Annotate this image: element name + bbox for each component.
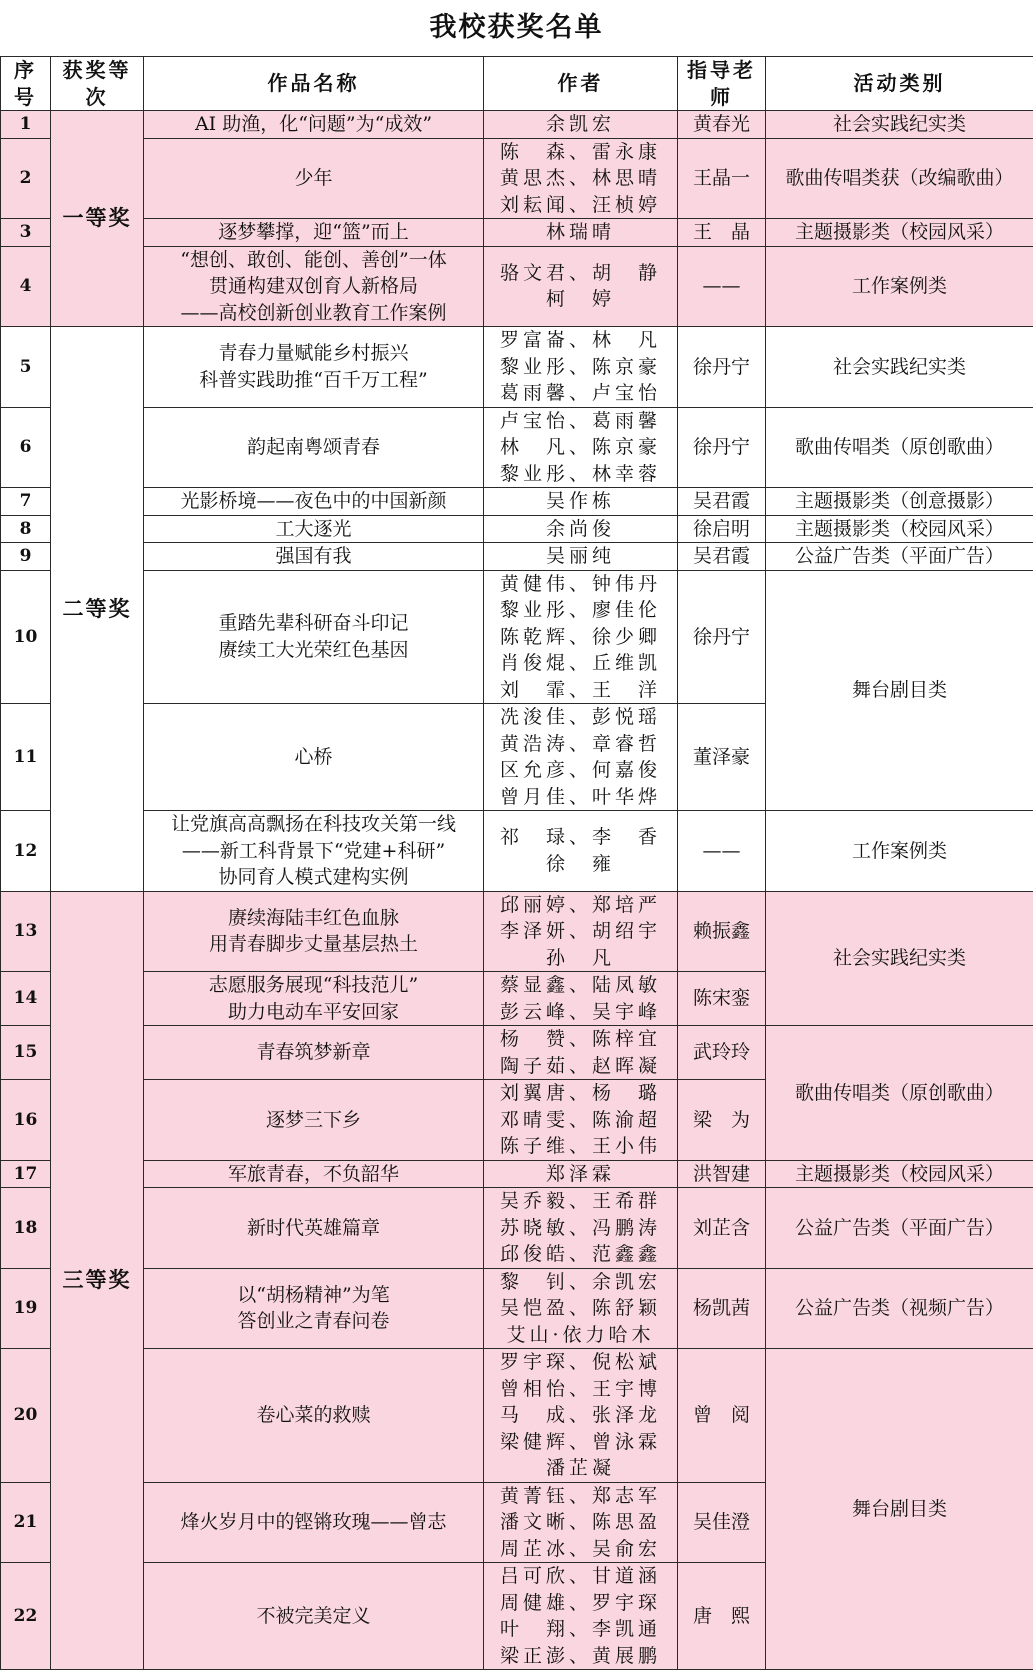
- teacher-cell: 黄春光: [678, 111, 766, 139]
- author-cell: [484, 515, 678, 543]
- author-cell: [484, 570, 678, 704]
- author-line: 柯 婷: [545, 288, 615, 311]
- work-name-cell: [144, 1349, 484, 1483]
- author-line: 吴恺盈、陈舒颖: [499, 1297, 661, 1319]
- work-name-line: 志愿服务展现“科技范儿”: [208, 974, 419, 996]
- category-cell: 主题摄影类（校园风采）: [766, 219, 1033, 247]
- author-line: 黎业彤、陈京豪: [499, 355, 661, 378]
- row-number: 8: [1, 515, 51, 543]
- row-number: 9: [1, 543, 51, 571]
- author-cell: [484, 704, 678, 811]
- category-cell: 舞台剧目类: [766, 570, 1033, 811]
- header-category: 活动类别: [766, 57, 1033, 111]
- work-name-line: 逐梦三下乡: [265, 1108, 361, 1131]
- teacher-cell: 武玲玲: [678, 1026, 766, 1080]
- author-line: 邓晴雯、陈渝超: [499, 1108, 661, 1131]
- row-number: 14: [1, 972, 51, 1026]
- work-name-cell: [144, 488, 484, 516]
- author-line: 徐 雍: [545, 852, 615, 875]
- teacher-cell: 陈宋銮: [678, 972, 766, 1026]
- table-row: [1, 219, 1033, 247]
- category-cell: 主题摄影类（创意摄影）: [766, 488, 1033, 516]
- category-cell: 社会实践纪实类: [766, 891, 1033, 1026]
- author-cell: [484, 1563, 678, 1670]
- author-line: 葛雨馨、卢宝怡: [499, 382, 661, 404]
- category-cell: 社会实践纪实类: [766, 111, 1033, 139]
- teacher-cell: 刘芷含: [678, 1188, 766, 1269]
- table-row: [1, 1188, 1033, 1269]
- category-cell: 歌曲传唱类（原创歌曲）: [766, 407, 1033, 488]
- author-line: 林 凡、陈京豪: [499, 436, 661, 458]
- author-line: 周健雄、罗宇琛: [499, 1591, 661, 1614]
- work-name-cell: [144, 704, 484, 811]
- work-name-line: ——新工科背景下“党建+科研”: [181, 839, 446, 862]
- work-name-cell: [144, 1563, 484, 1670]
- row-number: 16: [1, 1080, 51, 1161]
- author-cell: [484, 407, 678, 488]
- table-row: [1, 111, 1033, 139]
- work-name-cell: [144, 1160, 484, 1188]
- work-name-cell: [144, 246, 484, 327]
- work-name-cell: [144, 570, 484, 704]
- work-name-line: ——高校创新创业教育工作案例: [180, 301, 447, 324]
- work-name-line: 工大逐光: [275, 517, 352, 540]
- work-name-line: 青春筑梦新章: [256, 1041, 371, 1064]
- category-cell: 社会实践纪实类: [766, 327, 1033, 408]
- row-number: 20: [1, 1349, 51, 1483]
- author-line: 黄健伟、钟伟丹: [499, 572, 661, 595]
- author-cell: [484, 1482, 678, 1563]
- author-cell: [484, 1160, 678, 1188]
- author-line: 马 成、张泽龙: [499, 1404, 661, 1426]
- award-level-first: 一等奖: [51, 111, 144, 327]
- work-name-line: 心桥: [294, 745, 333, 768]
- row-number: 2: [1, 138, 51, 219]
- author-cell: [484, 111, 678, 139]
- author-line: 吴作栋: [545, 490, 615, 512]
- author-cell: [484, 543, 678, 571]
- row-number: 12: [1, 811, 51, 892]
- page-title: 我校获奖名单: [429, 12, 604, 43]
- row-number: 13: [1, 891, 51, 972]
- work-name-line: 赓续工大光荣红色基因: [218, 638, 409, 661]
- table-row: [1, 1268, 1033, 1349]
- row-number: 4: [1, 246, 51, 327]
- work-name-cell: [144, 811, 484, 892]
- table-row: [1, 1160, 1033, 1188]
- work-name-line: “想创、敢创、能创、善创”一体: [180, 248, 447, 271]
- header-author: 作者: [484, 57, 678, 111]
- author-line: 余尚俊: [545, 517, 615, 540]
- work-name-line: 重踏先辈科研奋斗印记: [218, 612, 409, 635]
- work-name-cell: [144, 972, 484, 1026]
- category-cell: 歌曲传唱类获（改编歌曲）: [766, 138, 1033, 219]
- work-name-cell: [144, 407, 484, 488]
- row-number: 7: [1, 488, 51, 516]
- teacher-cell: 唐 熙: [678, 1563, 766, 1670]
- work-name-line: 少年: [294, 167, 333, 189]
- author-line: 陶子茹、赵晖凝: [499, 1054, 661, 1077]
- author-line: 区允彦、何嘉俊: [499, 759, 661, 781]
- author-cell: [484, 972, 678, 1026]
- work-name-cell: [144, 138, 484, 219]
- work-name-line: 韵起南粤颂青春: [246, 436, 380, 458]
- row-number: 6: [1, 407, 51, 488]
- work-name-line: 以“胡杨精神”为笔: [237, 1283, 390, 1306]
- table-row: [1, 1026, 1033, 1080]
- work-name-line: 逐梦攀撑，迎“篮”而上: [218, 221, 409, 243]
- author-line: 苏晓敏、冯鹏涛: [499, 1216, 661, 1239]
- author-line: 黎业彤、林幸蓉: [499, 462, 661, 485]
- teacher-cell: 洪智建: [678, 1160, 766, 1188]
- work-name-cell: [144, 515, 484, 543]
- teacher-cell: ——: [678, 811, 766, 892]
- author-line: 黄菁钰、郑志军: [499, 1484, 661, 1507]
- work-name-line: 科普实践助推“百千万工程”: [199, 368, 428, 391]
- author-line: 蔡显鑫、陆凤敏: [499, 974, 661, 996]
- table-row: [1, 515, 1033, 543]
- author-line: 冼浚佳、彭悦瑶: [499, 706, 661, 728]
- author-line: 吴丽纯: [545, 545, 615, 567]
- work-name-cell: [144, 891, 484, 972]
- category-cell: 公益广告类（视频广告）: [766, 1268, 1033, 1349]
- table-row: [1, 246, 1033, 327]
- author-line: 潘芷凝: [545, 1457, 615, 1479]
- category-cell: 主题摄影类（校园风采）: [766, 515, 1033, 543]
- work-name-cell: [144, 1026, 484, 1080]
- author-line: 黄浩涛、章睿哲: [499, 732, 661, 755]
- author-line: 罗富崙、林 凡: [499, 329, 661, 351]
- teacher-cell: 徐丹宁: [678, 407, 766, 488]
- category-cell: 主题摄影类（校园风采）: [766, 1160, 1033, 1188]
- teacher-cell: 杨凯茜: [678, 1268, 766, 1349]
- row-number: 22: [1, 1563, 51, 1670]
- author-line: 梁正澎、黄展鹏: [499, 1644, 661, 1667]
- author-line: 曾月佳、叶华烨: [499, 785, 661, 808]
- author-line: 潘文晰、陈思盈: [499, 1511, 661, 1533]
- author-line: 陈子维、王小伟: [499, 1135, 661, 1157]
- work-name-line: 强国有我: [275, 545, 352, 567]
- author-line: 彭云峰、吴宇峰: [499, 1000, 661, 1023]
- work-name-cell: [144, 219, 484, 247]
- category-cell: 公益广告类（平面广告）: [766, 1188, 1033, 1269]
- work-name-cell: [144, 111, 484, 139]
- author-cell: [484, 219, 678, 247]
- teacher-cell: 徐丹宁: [678, 327, 766, 408]
- table-row: [1, 327, 1033, 408]
- work-name-line: 烽火岁月中的铿锵玫瑰——曾志: [180, 1511, 447, 1533]
- work-name-line: 助力电动车平安回家: [227, 1000, 399, 1023]
- author-line: 余凯宏: [545, 113, 615, 135]
- header-no: 序号: [1, 57, 51, 111]
- teacher-cell: 梁 为: [678, 1080, 766, 1161]
- teacher-cell: 王 晶: [678, 219, 766, 247]
- work-name-line: 青春力量赋能乡村振兴: [218, 342, 409, 365]
- header-award: 获奖等次: [51, 57, 144, 111]
- author-line: 孙 凡: [545, 946, 615, 969]
- author-cell: [484, 891, 678, 972]
- category-cell: 歌曲传唱类（原创歌曲）: [766, 1026, 1033, 1161]
- row-number: 3: [1, 219, 51, 247]
- table-row: [1, 570, 1033, 704]
- category-cell: 舞台剧目类: [766, 1349, 1033, 1670]
- author-line: 叶 翔、李凯通: [499, 1618, 661, 1640]
- teacher-cell: 徐启明: [678, 515, 766, 543]
- author-cell: [484, 138, 678, 219]
- work-name-cell: [144, 1482, 484, 1563]
- author-line: 刘翼唐、杨 璐: [499, 1082, 661, 1104]
- row-number: 10: [1, 570, 51, 704]
- row-number: 11: [1, 704, 51, 811]
- table-row: [1, 488, 1033, 516]
- table-row: [1, 407, 1033, 488]
- author-line: 黄思杰、林思晴: [499, 167, 661, 189]
- row-number: 19: [1, 1268, 51, 1349]
- work-name-cell: [144, 1188, 484, 1269]
- row-number: 5: [1, 327, 51, 408]
- teacher-cell: 徐丹宁: [678, 570, 766, 704]
- author-line: 罗宇琛、倪松斌: [499, 1351, 661, 1373]
- author-line: 曾相怡、王宇博: [499, 1377, 661, 1400]
- work-name-cell: [144, 1268, 484, 1349]
- author-line: 肖俊焜、丘维凯: [499, 652, 661, 674]
- author-line: 卢宝怡、葛雨馨: [499, 409, 661, 432]
- author-cell: [484, 246, 678, 327]
- header-teacher: 指导老师: [678, 57, 766, 111]
- header-row: [1, 57, 1033, 111]
- author-line: 祁 琭、李 香: [499, 826, 661, 849]
- row-number: 17: [1, 1160, 51, 1188]
- author-line: 梁健辉、曾泳霖: [499, 1430, 661, 1453]
- author-line: 骆文君、胡 静: [499, 261, 661, 284]
- row-number: 1: [1, 111, 51, 139]
- teacher-cell: 董泽豪: [678, 704, 766, 811]
- award-level-second: 二等奖: [51, 327, 144, 892]
- author-line: 刘耘闻、汪桢婷: [499, 193, 661, 216]
- work-name-line: 贯通构建双创育人新格局: [208, 275, 418, 297]
- author-cell: [484, 1349, 678, 1483]
- work-name-line: AI 助渔，化“问题”为“成效”: [194, 113, 433, 135]
- table-row: [1, 891, 1033, 972]
- table-row: [1, 811, 1033, 892]
- table-row: [1, 138, 1033, 219]
- work-name-line: 用青春脚步丈量基层热土: [208, 933, 418, 956]
- author-cell: [484, 327, 678, 408]
- work-name-line: 赓续海陆丰红色血脉: [227, 906, 399, 929]
- author-line: 吴乔毅、王希群: [499, 1190, 661, 1212]
- award-level-third: 三等奖: [51, 891, 144, 1670]
- author-line: 杨 赞、陈梓宜: [499, 1028, 661, 1050]
- teacher-cell: 赖振鑫: [678, 891, 766, 972]
- author-line: 黎 钊、余凯宏: [499, 1270, 661, 1293]
- work-name-line: 不被完美定义: [256, 1604, 371, 1627]
- author-line: 周芷冰、吴俞宏: [499, 1537, 661, 1560]
- work-name-line: 卷心菜的救赎: [256, 1404, 371, 1426]
- category-cell: 工作案例类: [766, 246, 1033, 327]
- author-line: 陈乾辉、徐少卿: [499, 625, 661, 648]
- category-cell: 工作案例类: [766, 811, 1033, 892]
- author-line: 邱丽婷、郑培严: [499, 893, 661, 916]
- row-number: 18: [1, 1188, 51, 1269]
- table-row: [1, 1349, 1033, 1483]
- author-cell: [484, 1268, 678, 1349]
- work-name-cell: [144, 1080, 484, 1161]
- author-line: 郑泽霖: [545, 1162, 615, 1185]
- author-line: 吕可欣、甘道涵: [499, 1565, 661, 1587]
- row-number: 21: [1, 1482, 51, 1563]
- author-line: 刘 霏、王 洋: [499, 678, 661, 701]
- work-name-line: 答创业之青春问卷: [237, 1310, 390, 1333]
- teacher-cell: ——: [678, 246, 766, 327]
- author-line: 陈 森、雷永康: [499, 140, 661, 163]
- author-cell: [484, 488, 678, 516]
- work-name-line: 让党旗高高飘扬在科技攻关第一线: [170, 813, 456, 835]
- work-name-line: 协同育人模式建构实例: [218, 866, 409, 888]
- author-cell: [484, 1080, 678, 1161]
- teacher-cell: 吴佳澄: [678, 1482, 766, 1563]
- author-line: 邱俊皓、范鑫鑫: [499, 1243, 661, 1265]
- author-line: 艾山·依力哈木: [506, 1323, 655, 1346]
- work-name-line: 光影桥境——夜色中的中国新颜: [180, 490, 447, 512]
- row-number: 15: [1, 1026, 51, 1080]
- author-line: 李泽妍、胡绍宇: [499, 920, 661, 942]
- work-name-cell: [144, 327, 484, 408]
- award-table: [0, 56, 1033, 1670]
- teacher-cell: 吴君霞: [678, 543, 766, 571]
- author-line: 林瑞晴: [545, 221, 615, 243]
- teacher-cell: 王晶一: [678, 138, 766, 219]
- author-cell: [484, 1188, 678, 1269]
- author-cell: [484, 1026, 678, 1080]
- author-cell: [484, 811, 678, 892]
- work-name-line: 新时代英雄篇章: [246, 1216, 380, 1239]
- header-work-name: 作品名称: [144, 57, 484, 111]
- work-name-cell: [144, 543, 484, 571]
- table-row: [1, 543, 1033, 571]
- teacher-cell: 吴君霞: [678, 488, 766, 516]
- work-name-line: 军旅青春，不负韶华: [227, 1162, 399, 1185]
- category-cell: 公益广告类（平面广告）: [766, 543, 1033, 571]
- author-line: 黎业彤、廖佳伦: [499, 599, 661, 621]
- teacher-cell: 曾 阅: [678, 1349, 766, 1483]
